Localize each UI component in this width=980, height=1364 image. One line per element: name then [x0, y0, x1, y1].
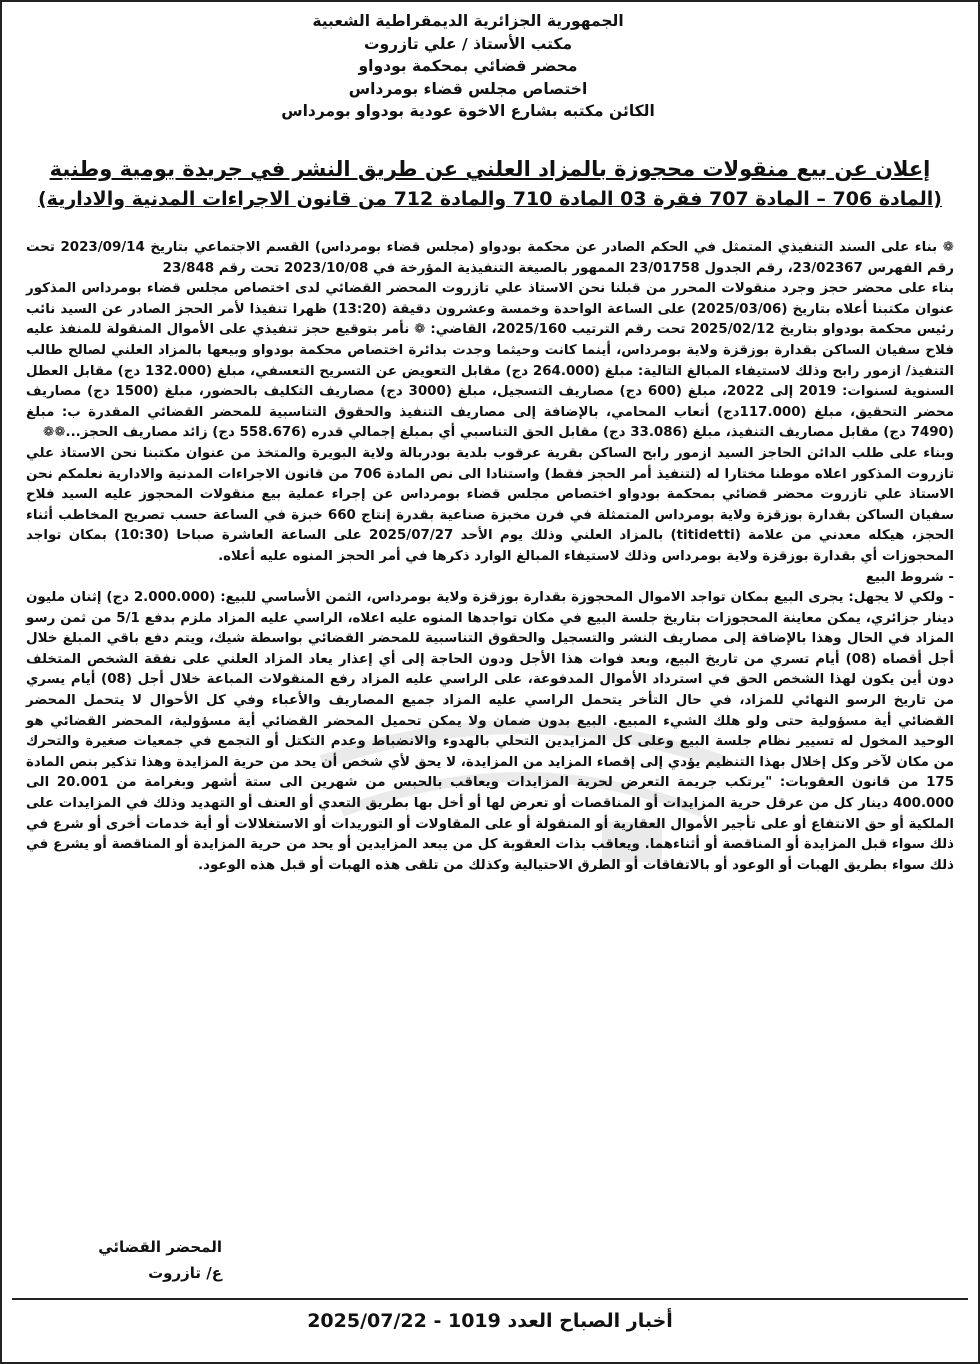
notice-title: إعلان عن بيع منقولات محجوزة بالمزاد العلني عن طريق النشر في جريدة يومية وطنية [49, 157, 931, 181]
header-country: الجمهورية الجزائرية الديمقراطية الشعبية [312, 12, 624, 30]
paragraph-sale-conditions-heading: - شروط البيع [865, 569, 954, 585]
header-office: مكتب الأستاذ / علي تازروت [363, 34, 573, 53]
office-header [258, 10, 678, 123]
paragraph-seizure-report: بناء على محضر حجز وجرد منقولات المحرر من قبلنا نحن الاستاذ علي تازروت المحضر القضائي لدى اختصاص مجلس قضاء بومرداس المذكور عنوان مكتبنا أعلاه بتاريخ (2025/03/06) على الساعة الواحدة وخمسة وعشرون دقيقة (13:20) ظهرا تنفيذا لأمر الحجز الصادر عن السيد نائب رئيس محكمة بودواو بتاريخ 2025/02/12 تحت رقم الترتيب 2025/160، القاضي: ❁ نأمر بتوقيع حجز تنفيذي على الأموال المنقولة للمنفذ عليه فلاح سفيان الساكن بقدارة بوزقزة ولاية بومرداس، أينما كانت وحيثما وجدت بدائرة اختصاص محكمة بودواو وبيعها بالمزاد العلني لصالح طالب التنفيذ/ ازمور رابح وذلك لاستيفاء المبالغ التالية: مبلغ (264.000 دج) مقابل التعويض عن التسريح التعسفي، مبلغ (132.000 دج) مقابل العطل السنوية لسنوات: 2019 إلى 2022، مبلغ (600 دج) مصاريف التسجيل، مبلغ (3000 دج) مصاريف التكليف بالحضور، مبلغ (1500 دج) مصاريف محضر التحقيق، مبلغ (117.000دج) أتعاب المحامي، بالإضافة إلى مصاريف التنفيذ والحقوق التناسبية للمحضر القضائي المقدرة ب: مبلغ (7490 دج) مقابل مصاريف التنفيذ، مبلغ (33.086 دج) مقابل الحق التناسبي أي بمبلغ إجمالي قدره (558.676 دج) زائد مصاريف الحجز...❁❁ [26, 281, 954, 441]
paragraph-enforcement-title: ❁ بناء على السند التنفيذي المتمثل في الحكم الصادر عن محكمة بودواو (مجلس قضاء بومرداس) القسم الاجتماعي بتاريخ 2023/09/14 تحت رقم الفهرس 23/02367، رقم الجدول 23/01758 الممهور بالصيغة التنفيذية المؤرخة في 2023/10/08 تحت رقم 23/848 [26, 240, 954, 276]
notice-title-block [22, 154, 958, 214]
signature-title: المحضر القضائي [98, 1238, 222, 1256]
header-jurisdiction: اختصاص مجلس قضاء بومرداس [348, 79, 588, 98]
bailiff-signature [22, 1234, 222, 1286]
header-profession: محضر قضائي بمحكمة بودواو [358, 57, 578, 75]
signature-name: ع/ تازروت [148, 1264, 222, 1282]
notice-body [26, 238, 954, 876]
footer-divider [12, 1298, 968, 1300]
newspaper-footer: أخبار الصباح العدد 1019 - 2025/07/22 [307, 1310, 673, 1332]
paragraph-sale-conditions: - ولكي لا يجهل: يجرى البيع بمكان تواجد الاموال المحجوزة بقدارة بوزقزة ولاية بومرداس، الثمن الأساسي للبيع: (2.000.000 دج) إثنان مليون دينار جزائري، يمكن معاينة المحجوزات بتاريخ جلسة البيع في مكان تواجدها المنوه عليه اعلاه، الراسي عليه المزاد ملزم بدفع 5/1 من ثمن رسو المزاد في الحال وهذا بالإضافة إلى مصاريف النشر والتسجيل والحقوق التناسبية للمحضر القضائي بواسطة شيك، ويتم دفع باقي المبلغ خلال أجل أقصاه (08) أيام تسري من تاريخ البيع، وبعد فوات هذا الأجل ودون الحاجة إلى أي إعذار يعاد المزاد العلني على نفقة الشخص المتخلف دون أين يكون لهذا الشخص الحق في استرداد الأموال المدفوعة، على الراسي عليه المزاد رفع المنقولات المباعة خلال أجل (08) أيام يسري من تاريخ الرسو النهائي للمزاد، في حال التأخر يتحمل الراسي عليه المزاد جميع المصاريف والأعباء وفي كل الأحوال لا يتحمل المحضر القضائي أية مسؤولية حتى ولو هلك الشيء المبيع. البيع بدون ضمان ولا يمكن تحميل المحضر القضائي أية مسؤولية، المحضر القضائي هو الوحيد المخول له تسيير نظام جلسة البيع وعلى كل المزايدين التحلي بالهدوء والانضباط وعدم التكتل أو التجمع في جمعيات صغيرة والتحرك من مكان لآخر وكل إخلال بهذا التنظيم يؤدي إلى إقصاء المزايد من المزايدة، لا يحق لأي شخص أن يحد من حرية المزايدة وهذا تذكير بنص المادة 175 من قانون العقوبات: "يرتكب جريمة التعرض لحرية المزايدات ويعاقب بالحبس من شهرين الى ستة أشهر وبغرامة من 20.001 الى 400.000 دينار كل من عرقل حرية المزايدات أو المناقصات أو تعرض لها أو أخل بها بطريق التعدي أو العنف أو التهديد وذلك في المزايدات على الملكية أو حق الانتفاع أو على تأجير الأموال العقارية أو المنقولة أو على المقاولات أو التوريدات أو الاستغلالات أو أية خدمات أخرى أو شرع في ذلك سواء قبل المزايدة أو المناقصة أو أثناءهما. ويعاقب بذات العقوبة كل من يبعد المزايدين أو يحد من حرية المزايدة أو المناقصة أو يشرع في ذلك سواء بطريق الهبات أو الوعود أو بالاتفاقات أو الطرق الاحتيالية وكذلك من تلقى هذه الهبات أو قبل هذه الوعود. [26, 590, 955, 873]
notice-legal-articles: (المادة 706 – المادة 707 فقرة 03 المادة 710 والمادة 712 من قانون الاجراءات المدنية والادارية) [38, 188, 942, 210]
paragraph-sale-announcement: وبناء على طلب الدائن الحاجز السيد ازمور رابح الساكن بقرية عرقوب بلدية بودربالة ولاية البويرة والمتخذ من عنوان مكتبنا نحن الاستاذ علي تازروت المذكور اعلاه موطنا مختارا له (لتنفيذ أمر الحجز فقط) واستنادا الى نص المادة 706 من قانون الاجراءات المدنية والادارية نعلمكم نحن الاستاذ علي تازروت محضر قضائي بمحكمة بودواو اختصاص مجلس قضاء بومرداس عن إجراء عملية بيع منقولات المحجوز عليه السيد فلاح سفيان الساكن بقدارة بوزقزة ولاية بومرداس المتمثلة في فرن مخبزة صناعية بقدرة إنتاج 660 خبزة في الساعة حسب تصريح المخاطب أثناء الحجز، هيكله معدني من علامة (titidetti) بالمزاد العلني وذلك يوم الأحد 2025/07/27 على الساعة العاشرة صباحا (10:30) بمكان تواجد المحجوزات أي بقدارة بوزقزة ولاية بومرداس وذلك لاستيفاء المبالغ الوارد ذكرها في أمر الحجز المنوه عليه أعلاه. [26, 445, 955, 564]
header-address: الكائن مكتبه بشارع الاخوة عودية بودواو بومرداس [281, 102, 655, 120]
